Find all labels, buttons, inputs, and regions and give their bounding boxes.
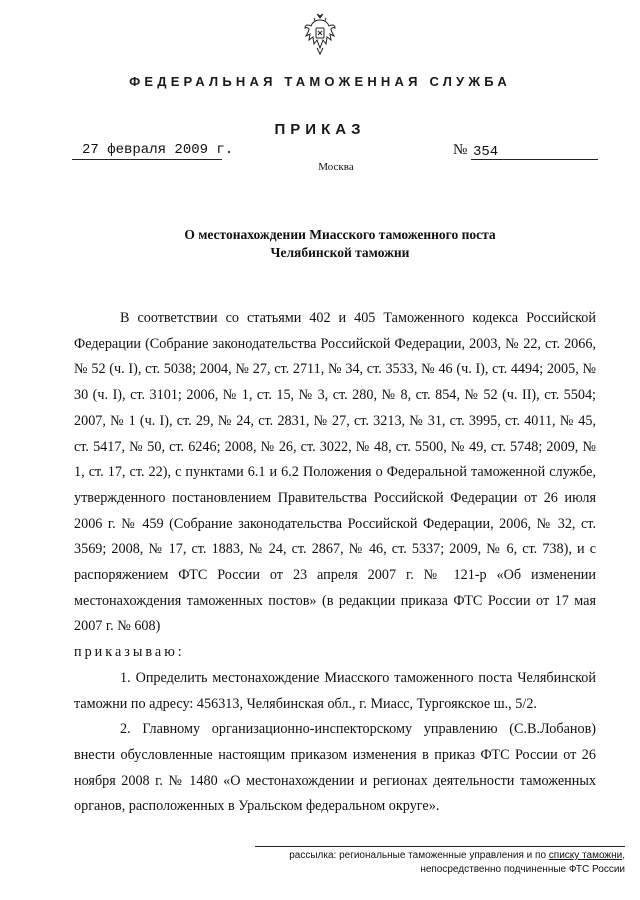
order-date: 27 февраля 2009 г. bbox=[82, 142, 234, 158]
document-type-title: ПРИКАЗ bbox=[274, 121, 366, 138]
distribution-line-2: непосредственно подчиненные ФТС России bbox=[420, 864, 625, 875]
preamble-paragraph: В соответствии со статьями 402 и 405 Таможенного кодекса Российской Федерации (Собрание законодательства Российской Федерации, 2003, № 22, ст. 2066, № 52 (ч. I), ст. 5038; 2004, № 27, ст. 2711, № 34, ст. 3533, № 46 (ч. I), ст. 4494; 2005, № 30 (ч. I), ст. 3101; 2006, № 1, ст. 15, № 3, ст. 280, № 8, ст. 854, № 52 (ч. II), ст. 5504; 2007, № 1 (ч. I), ст. 29, № 24, ст. 2831, № 27, ст. 3213, № 31, ст. 3995, ст. 4011, № 45, ст. 5417, № 50, ст. 6246; 2008, № 26, ст. 3022, № 48, ст. 5500, № 49, ст. 5748; 2009, № 1, ст. 17, ст. 22), с пунктами 6.1 и 6.2 Положения о Федеральной таможенной службе, утвержденного постановлением Правительства Российской Федерации от 26 июля 2006 г. № 459 (Собрание законодательства Российской Федерации, 2006, № 32, ст. 3569; 2008, № 17, ст. 1883, № 24, ст. 2867, № 46, ст. 5337; 2009, № 6, ст. 738), и с распоряжением ФТС России от 23 апреля 2007 г. № 121-р «Об изменении местонахождения таможенных постов» (в редакции приказа ФТС России от 17 мая 2007 г. № 608) bbox=[74, 310, 596, 635]
city: Москва bbox=[318, 161, 354, 173]
distribution-list-link[interactable]: списку таможни bbox=[548, 850, 623, 861]
subject-line-1: О местонахождении Миасского таможенного поста bbox=[184, 227, 496, 242]
number-underline bbox=[471, 159, 598, 160]
order-item-2: 2. Главному организационно-инспекторскому управлению (С.В.Лобанов) внести обусловленные настоящим приказом изменения в приказ ФТС России от 26 ноября 2008 г. № 1480 «О местонахождении и регионах деятельности таможенных органов, расположенных в Уральском федеральном округе». bbox=[74, 721, 596, 815]
number-sign: № bbox=[453, 142, 468, 158]
subject-line-2: Челябинской таможни bbox=[270, 245, 410, 260]
distribution-suffix: , bbox=[622, 850, 625, 861]
double-headed-eagle-emblem-icon bbox=[303, 12, 337, 56]
order-number: 354 bbox=[473, 144, 499, 160]
order-body bbox=[74, 306, 596, 820]
distribution-line-1 bbox=[255, 849, 625, 863]
order-date-field bbox=[72, 142, 234, 160]
footer-divider bbox=[255, 846, 625, 847]
order-subject bbox=[0, 226, 640, 262]
order-word: приказываю: bbox=[74, 644, 185, 661]
order-number-field bbox=[453, 142, 598, 160]
distribution-note bbox=[255, 849, 625, 877]
order-item-1: 1. Определить местонахождение Миасского таможенного поста Челябинской таможни по адресу: 456313, Челябинская обл., г. Миасс, Тургоякское ш., 5/2. bbox=[74, 669, 596, 712]
date-underline bbox=[72, 159, 222, 160]
distribution-prefix: рассылка: региональные таможенные управления и по bbox=[289, 850, 549, 861]
agency-name: ФЕДЕРАЛЬНАЯ ТАМОЖЕННАЯ СЛУЖБА bbox=[129, 74, 511, 89]
